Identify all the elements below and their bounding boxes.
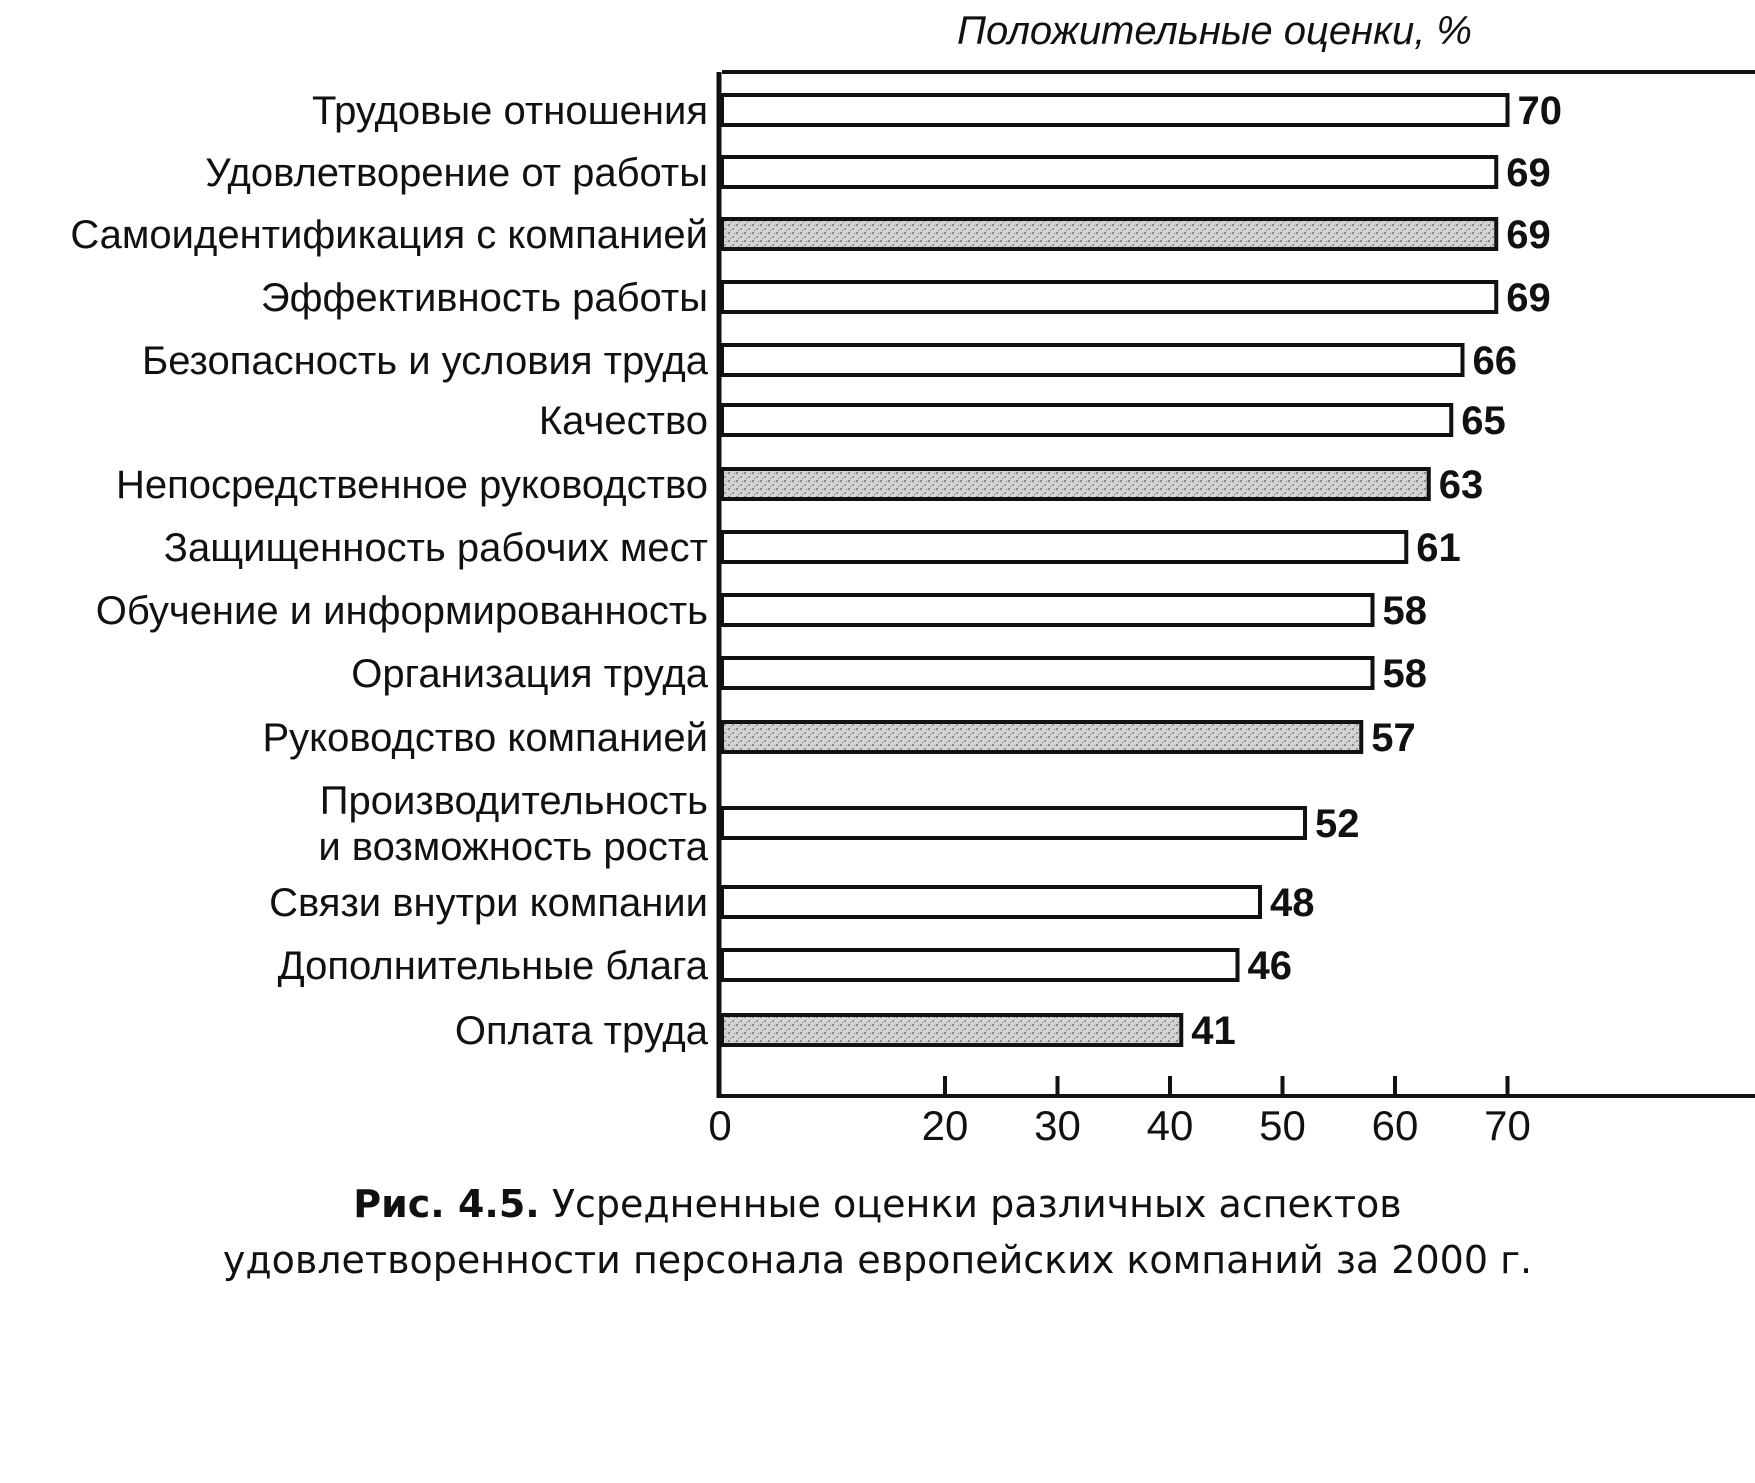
value-label-6: 65 — [1461, 399, 1506, 443]
category-label-10: Организация труда — [351, 652, 708, 696]
value-label-4: 69 — [1506, 276, 1551, 320]
x-tick-label-40: 40 — [1146, 1102, 1194, 1149]
value-label-10: 58 — [1382, 652, 1427, 696]
bar-4 — [722, 282, 1496, 312]
x-tick-label-30: 30 — [1034, 1102, 1081, 1149]
figure-caption — [0, 1176, 1755, 1232]
bar-9 — [722, 595, 1373, 625]
category-label-13: Связи внутри компании — [269, 881, 708, 925]
value-label-7: 63 — [1438, 463, 1484, 507]
bar-8 — [722, 532, 1406, 562]
value-label-15: 41 — [1191, 1009, 1236, 1053]
value-label-1: 70 — [1517, 89, 1562, 133]
value-label-11: 57 — [1371, 716, 1416, 760]
value-label-2: 69 — [1506, 151, 1551, 195]
category-label-9: Обучение и информированность — [95, 589, 708, 633]
category-label-6: Качество — [538, 399, 708, 443]
value-label-5: 66 — [1472, 339, 1517, 383]
bar-7 — [722, 469, 1429, 499]
caption-line-1: Усредненные оценки различных аспектов — [551, 1182, 1402, 1226]
bar-2 — [722, 157, 1496, 187]
category-label-15: Оплата труда — [454, 1009, 708, 1053]
caption-line-2: удовлетворенности персонала европейских компаний за 2000 г. — [222, 1238, 1533, 1282]
category-label-1: Трудовые отношения — [311, 89, 708, 133]
bar-13 — [722, 887, 1260, 917]
bar-6 — [722, 405, 1451, 435]
bar-5 — [722, 345, 1463, 375]
category-label-7: Непосредственное руководство — [115, 463, 708, 507]
bar-3 — [722, 219, 1496, 249]
category-label-8: Защищенность рабочих мест — [163, 526, 708, 570]
bar-11 — [722, 722, 1361, 752]
category-label-5: Безопасность и условия труда — [141, 339, 708, 383]
x-tick-label-60: 60 — [1371, 1102, 1419, 1149]
x-tick-label-0: 0 — [708, 1102, 732, 1149]
category-label-12-line-1: Производительность — [319, 779, 708, 823]
x-tick-label-20: 20 — [921, 1102, 969, 1149]
x-axis-title: Положительные оценки, % — [957, 9, 1472, 53]
x-tick-label-50: 50 — [1259, 1102, 1306, 1149]
category-label-11: Руководство компанией — [262, 716, 708, 760]
value-label-9: 58 — [1382, 589, 1427, 633]
figure-number: Рис. 4.5. — [353, 1182, 540, 1226]
bar-10 — [722, 658, 1373, 688]
bar-14 — [722, 950, 1238, 980]
figure-caption-line-2 — [0, 1232, 1755, 1288]
category-label-12-line-2: и возможность роста — [318, 825, 708, 869]
bar-1 — [722, 95, 1508, 125]
category-label-2: Удовлетворение от работы — [205, 151, 708, 195]
value-label-13: 48 — [1270, 881, 1315, 925]
bar-15 — [722, 1015, 1181, 1045]
value-label-12: 52 — [1315, 802, 1360, 846]
value-label-3: 69 — [1506, 213, 1551, 257]
category-label-4: Эффективность работы — [260, 276, 708, 320]
value-label-8: 61 — [1416, 526, 1461, 570]
bar-12 — [722, 808, 1305, 838]
x-tick-label-70: 70 — [1484, 1102, 1531, 1149]
category-label-14: Дополнительные блага — [277, 944, 708, 988]
category-label-3: Самоидентификация с компанией — [70, 213, 708, 257]
value-label-14: 46 — [1247, 944, 1292, 988]
